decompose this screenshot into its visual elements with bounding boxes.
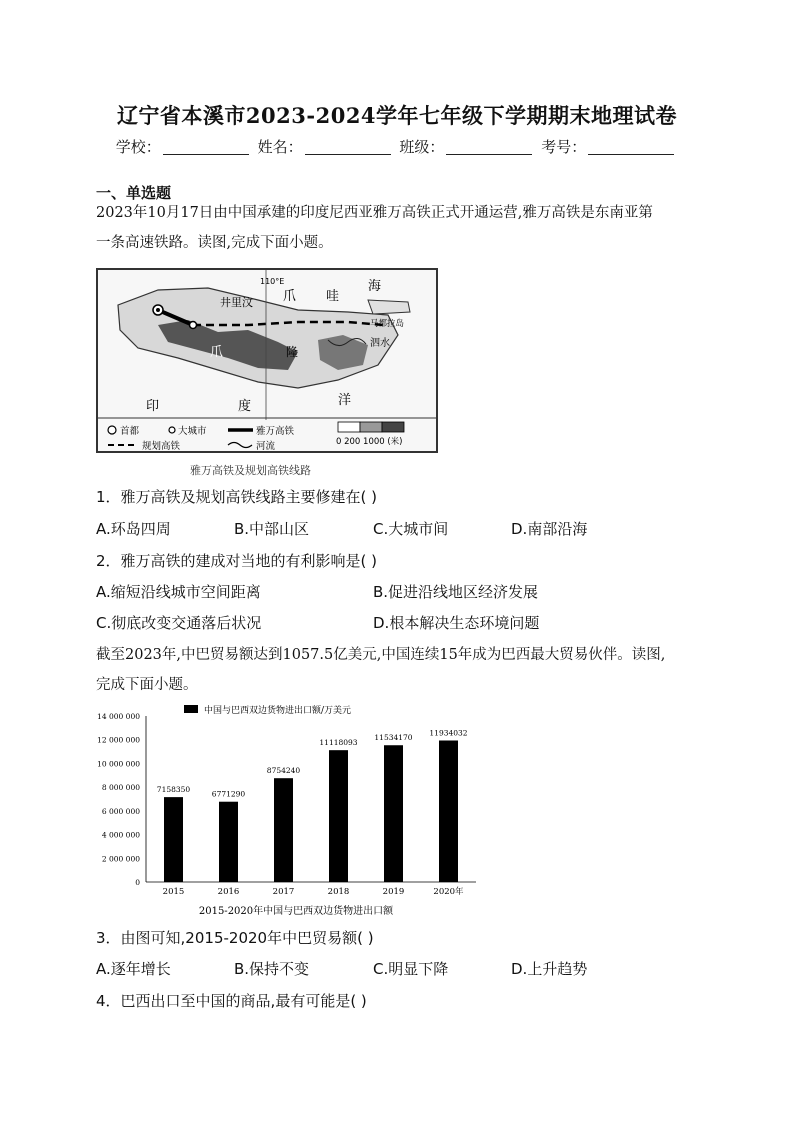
legend-city: 大城市 (178, 426, 207, 437)
chart-data-label: 7158350 (156, 785, 191, 795)
chart-data-label: 6771290 (211, 789, 246, 799)
java-rail-map (96, 268, 438, 453)
chart-y-tick-label: 4 000 000 (101, 830, 140, 840)
q3-option-c[interactable]: C.明显下降 (373, 960, 449, 978)
question-1-stem: 1．雅万高铁及规划高铁线路主要修建在( ) (96, 488, 378, 506)
chart-data-label: 11934032 (429, 728, 468, 738)
section-heading: 一、单选题 (96, 184, 172, 202)
q3-option-a[interactable]: A.逐年增长 (96, 960, 171, 978)
chart-y-tick-label: 6 000 000 (101, 806, 140, 816)
chart-x-tick-label: 2016 (217, 887, 240, 897)
chart-bar (384, 745, 403, 882)
chart-svg (96, 700, 496, 920)
q1-option-b[interactable]: B.中部山区 (234, 520, 310, 538)
passage-2-line-2: 完成下面小题。 (96, 677, 198, 693)
legend-rail: 雅万高铁 (256, 426, 295, 437)
legend-planned: 规划高铁 (142, 441, 181, 451)
school-label: 学校： (115, 138, 161, 156)
exam-no-label: 考号： (541, 138, 587, 156)
map-lon-label: 110°E (260, 277, 285, 286)
city-marker (190, 322, 197, 329)
q2-option-a[interactable]: A.缩短沿线城市空间距离 (96, 583, 261, 601)
map-label-sea2: 海 (368, 279, 382, 294)
q2-option-c[interactable]: C.彻底改变交通落后状况 (96, 614, 262, 632)
chart-y-tick-label: 8 000 000 (101, 783, 140, 793)
chart-bar (439, 740, 458, 882)
class-label: 班级： (399, 138, 445, 156)
chart-bar (219, 802, 238, 882)
chart-x-tick-label: 2017 (272, 887, 295, 897)
student-info-line (0, 136, 794, 157)
madura-island (368, 300, 410, 314)
map-label-ind1: 印 (146, 399, 160, 414)
legend-capital: 首都 (120, 426, 140, 437)
passage-1 (96, 198, 706, 258)
chart-x-tick-label: 2020年 (433, 887, 464, 897)
name-label: 姓名： (257, 138, 303, 156)
chart-bar (329, 750, 348, 882)
legend-elev-low (338, 422, 360, 432)
question-3-stem: 3．由图可知,2015-2020年中巴贸易额( ) (96, 929, 374, 947)
map-label-madura: 马都拉岛 (370, 319, 405, 329)
q1-option-d[interactable]: D.南部沿海 (511, 520, 588, 538)
chart-data-label: 11534170 (374, 733, 413, 743)
map-label-ind2: 度 (238, 399, 252, 414)
map-label-java: 爪 (283, 289, 297, 304)
q1-option-a[interactable]: A.环岛四周 (96, 520, 171, 538)
passage-1-line-2: 一条高速铁路。读图,完成下面小题。 (96, 235, 333, 251)
map-graphic (98, 270, 436, 451)
map-label-wa: 爪 (210, 345, 224, 360)
q2-option-b[interactable]: B.促进沿线地区经济发展 (373, 583, 539, 601)
chart-y-tick-label: 0 (135, 878, 140, 887)
question-2-stem: 2．雅万高铁的建成对当地的有利影响是( ) (96, 552, 378, 570)
chart-title: 2015-2020年中国与巴西双边货物进出口额 (198, 906, 394, 917)
chart-y-tick-label: 2 000 000 (101, 854, 140, 864)
chart-bar (164, 797, 183, 882)
legend-scale: 0 200 1000 (米) (336, 437, 403, 447)
passage-2-line-1: 截至2023年,中巴贸易额达到1057.5亿美元,中国连续15年成为巴西最大贸易伙伴。读图, (96, 647, 666, 663)
legend-river: 河流 (256, 441, 276, 451)
q3-option-d[interactable]: D.上升趋势 (511, 960, 588, 978)
passage-1-line-1: 2023年10月17日由中国承建的印度尼西亚雅万高铁正式开通运营,雅万高铁是东南亚第 (96, 205, 653, 221)
chart-legend-swatch (184, 705, 198, 713)
name-blank[interactable] (305, 140, 391, 155)
page-title: 辽宁省本溪市2023-2024学年七年级下学期期末地理试卷 (116, 103, 678, 128)
chart-y-tick-label: 14 000 000 (97, 712, 140, 721)
exam-no-blank[interactable] (588, 140, 674, 155)
trade-bar-chart (96, 700, 496, 920)
q1-option-c[interactable]: C.大城市间 (373, 520, 449, 538)
map-caption: 雅万高铁及规划高铁线路 (190, 464, 311, 477)
legend-river-icon (228, 443, 252, 448)
legend-capital-icon (108, 426, 116, 434)
q3-option-b[interactable]: B.保持不变 (234, 960, 310, 978)
legend-elev-high (382, 422, 404, 432)
map-label-ind3: 洋 (338, 393, 352, 408)
class-blank[interactable] (446, 140, 532, 155)
chart-y-tick-label: 10 000 000 (97, 759, 140, 769)
legend-city-icon (169, 427, 175, 433)
chart-x-tick-label: 2019 (382, 887, 405, 897)
map-label-cirebon: 井里汶 (220, 296, 253, 309)
chart-bar (274, 778, 293, 882)
chart-y-tick-label: 12 000 000 (97, 735, 140, 745)
chart-legend: 中国与巴西双边货物进出口额/万美元 (204, 706, 352, 716)
passage-2 (96, 640, 706, 700)
question-4-stem: 4．巴西出口至中国的商品,最有可能是( ) (96, 992, 367, 1010)
map-label-surabaya: 泗水 (370, 338, 390, 349)
chart-data-label: 8754240 (266, 766, 301, 776)
chart-x-tick-label: 2015 (162, 887, 185, 897)
chart-x-tick-label: 2018 (327, 887, 350, 897)
chart-data-label: 11118093 (319, 738, 358, 748)
q2-option-d[interactable]: D.根本解决生态环境问题 (373, 614, 540, 632)
school-blank[interactable] (163, 140, 249, 155)
map-label-mid: 隆 (286, 345, 299, 359)
legend-elev-mid (360, 422, 382, 432)
map-label-sea: 哇 (326, 289, 340, 304)
